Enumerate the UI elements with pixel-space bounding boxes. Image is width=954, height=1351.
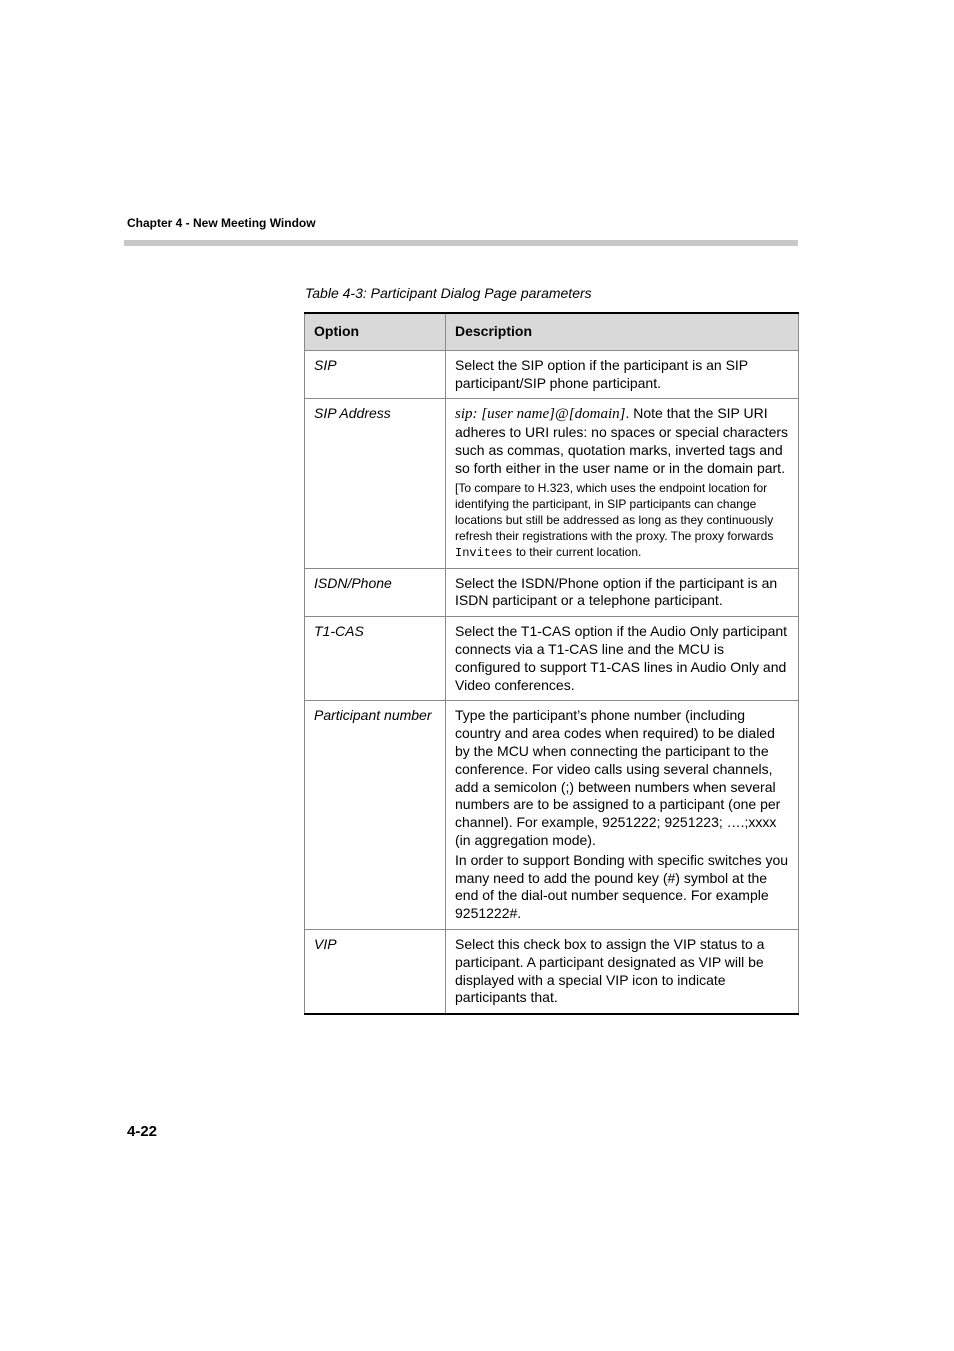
description-cell: Select the SIP option if the participant is an SIP participant/SIP phone participant. — [446, 350, 799, 399]
description-cell: Select this check box to assign the VIP status to a participant. A participant designated as VIP will be displayed with a special VIP icon to indicate participants that. — [446, 929, 799, 1014]
table-row — [305, 350, 799, 399]
description-cell — [446, 399, 799, 568]
description-cell — [446, 701, 799, 930]
option-cell: SIP — [305, 350, 446, 399]
note-text: to their current location. — [512, 545, 642, 560]
description-cell: Select the T1-CAS option if the Audio Only participant connects via a T1-CAS line and the MCU is configured to support T1-CAS lines in Audio Only and Video conferences. — [446, 617, 799, 701]
column-header-description: Description — [446, 313, 799, 350]
table-header-row — [305, 313, 799, 350]
parameters-table — [304, 312, 799, 1015]
option-cell: VIP — [305, 929, 446, 1014]
description-cell: Select the ISDN/Phone option if the participant is an ISDN participant or a telephone participant. — [446, 568, 799, 617]
chapter-header: Chapter 4 - New Meeting Window — [127, 216, 316, 230]
table-row — [305, 701, 799, 930]
table-caption: Table 4-3: Participant Dialog Page parameters — [305, 285, 592, 301]
table-row — [305, 568, 799, 617]
description-text: . Note that the SIP URI adheres to URI rules: no spaces or special characters such as commas, quotation marks, inverted tags and so forth either in the user name or in the domain part. — [455, 405, 789, 476]
table-row — [305, 399, 799, 568]
header-rule — [124, 240, 798, 246]
note-text: [To compare to H.323, which uses the endpoint location for identifying the participant, in SIP participants can change locations but still be addressed as long as they continuously refresh their registrations with the proxy. The proxy forwards — [455, 480, 774, 544]
option-cell: SIP Address — [305, 399, 446, 568]
sip-uri-syntax: sip: [user name]@[domain] — [455, 406, 626, 423]
column-header-option: Option — [305, 313, 446, 350]
page-number: 4-22 — [127, 1123, 158, 1140]
option-cell: ISDN/Phone — [305, 568, 446, 617]
option-cell: T1-CAS — [305, 617, 446, 701]
description-text: Type the participant’s phone number (including country and area codes when required) to be dialed by the MCU when connecting the participant to the conference. For video calls using several channels, add a semicolon (;) between numbers when several numbers are to be assigned to a participant (one per channel). For example, 9251222; 9251223; ….;xxxx (in aggregation mode). — [455, 707, 781, 848]
option-cell: Participant number — [305, 701, 446, 930]
table-row — [305, 617, 799, 701]
sip-note — [455, 480, 789, 562]
table-row — [305, 929, 799, 1014]
description-text: In order to support Bonding with specific switches you many need to add the pound key (#) symbol at the end of the dial-out number sequence. For example 9251222#. — [455, 851, 789, 922]
note-code: Invitees — [455, 546, 513, 561]
